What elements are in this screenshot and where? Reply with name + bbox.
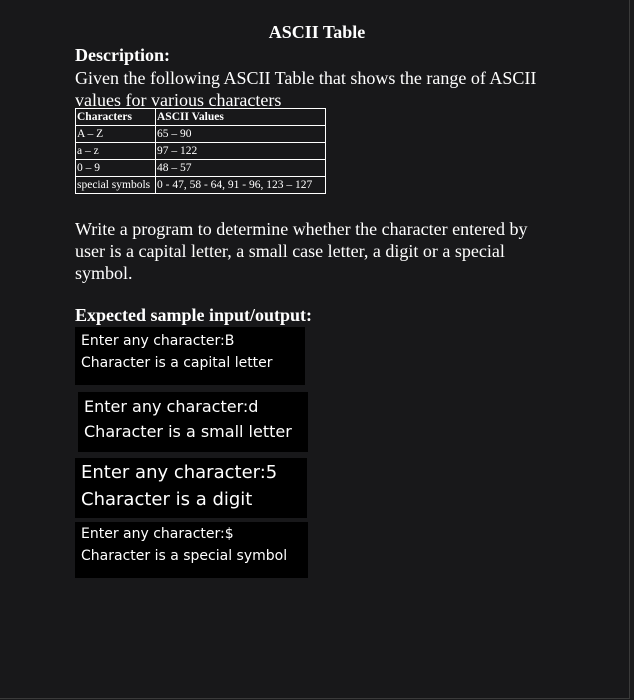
cell-ascii-values: 97 – 122 — [156, 143, 326, 160]
sample-input-line: Enter any character:d — [84, 397, 259, 416]
description-heading: Description: — [75, 45, 170, 65]
cell-ascii-values: 65 – 90 — [156, 126, 326, 143]
cell-characters: special symbols — [76, 177, 156, 194]
sample-output-line: Character is a small letter — [84, 422, 292, 441]
cell-ascii-values: 0 - 47, 58 - 64, 91 - 96, 123 – 127 — [156, 177, 326, 194]
table-row — [76, 126, 326, 143]
sample-output-line: Character is a digit — [81, 489, 253, 510]
task-text: Write a program to determine whether the character entered by user is a capital letter, a small case letter, a digit or a special symbol. — [75, 219, 528, 283]
table-row — [76, 143, 326, 160]
sample-input-line: Enter any character:5 — [81, 462, 278, 483]
ascii-table — [75, 108, 326, 194]
cell-characters: A – Z — [76, 126, 156, 143]
cell-ascii-values: 48 – 57 — [156, 160, 326, 177]
page-title: ASCII Table — [268, 22, 366, 42]
sample-output-box — [75, 458, 307, 518]
description-text: Given the following ASCII Table that shows the range of ASCII values for various characters — [75, 68, 537, 110]
sample-output-line: Character is a capital letter — [81, 355, 273, 371]
sample-input-line: Enter any character:$ — [81, 526, 234, 542]
cell-characters: 0 – 9 — [76, 160, 156, 177]
table-header-row — [76, 109, 326, 126]
table-row — [76, 177, 326, 194]
sample-input-line: Enter any character:B — [81, 333, 235, 349]
sample-output-box — [75, 327, 305, 385]
table-row — [76, 160, 326, 177]
sample-output-box — [75, 522, 308, 578]
sample-output-line: Character is a special symbol — [81, 548, 288, 564]
column-header-ascii-values: ASCII Values — [156, 109, 326, 126]
cell-characters: a – z — [76, 143, 156, 160]
expected-heading: Expected sample input/output: — [75, 305, 313, 325]
column-header-characters: Characters — [76, 109, 156, 126]
sample-output-box — [78, 392, 308, 452]
